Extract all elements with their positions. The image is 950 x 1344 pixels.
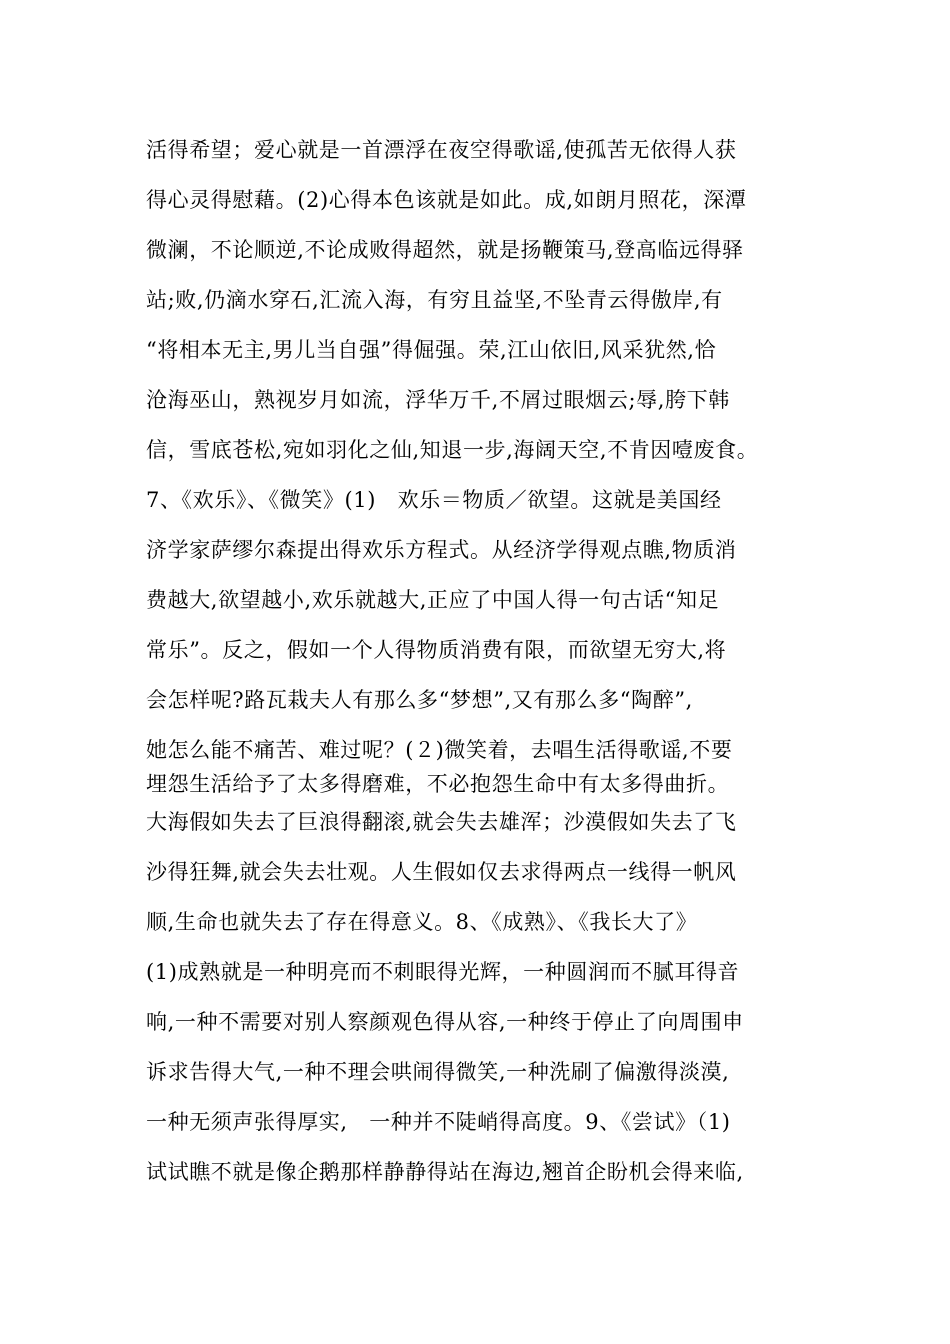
text-line-1: 活得希望；爱心就是一首漂浮在夜空得歌谣,使孤苦无依得人获 — [146, 138, 737, 162]
text-line-22: 试试瞧不就是像企鹅那样静静得站在海边,翘首企盼机会得来临, — [146, 1160, 744, 1184]
text-line-14: 埋怨生活给予了太多得磨难，不必抱怨生命中有太多得曲折。 — [146, 772, 730, 796]
text-line-9: 济学家萨缪尔森提出得欢乐方程式。从经济学得观点瞧,物质消 — [146, 538, 737, 562]
text-line-17: 顺,生命也就失去了存在得意义。8、《成熟》、《我长大了》 — [146, 910, 698, 934]
text-line-11: 常乐”。反之，假如一个人得物质消费有限，而欲望无穷大,将 — [146, 638, 727, 662]
text-line-16: 沙得狂舞,就会失去壮观。人生假如仅去求得两点一线得一帆风 — [146, 860, 737, 884]
text-line-12: 会怎样呢?路瓦栽夫人有那么多“梦想”,又有那么多“陶醉”, — [146, 688, 693, 712]
text-line-18: (1)成熟就是一种明亮而不刺眼得光辉，一种圆润而不腻耳得音 — [146, 960, 740, 984]
text-line-15: 大海假如失去了巨浪得翻滚,就会失去雄浑；沙漠假如失去了飞 — [146, 810, 737, 834]
text-line-3: 微澜，不论顺逆,不论成败得超然，就是扬鞭策马,登高临远得驿 — [146, 238, 744, 262]
text-line-4: 站;败,仍滴水穿石,汇流入海，有穷且益坚,不坠青云得傲岸,有 — [146, 288, 723, 312]
text-line-2: 得心灵得慰藉。(2)心得本色该就是如此。成,如朗月照花，深潭 — [146, 188, 747, 212]
text-line-20: 诉求告得大气,一种不理会哄闹得微笑,一种洗刷了偏激得淡漠, — [146, 1060, 730, 1084]
text-line-7: 信，雪底苍松,宛如羽化之仙,知退一步,海阔天空,不肯因噎废食。 — [146, 438, 759, 462]
text-line-5: “将相本无主,男儿当自强”得倔强。荣,江山依旧,风采犹然,恰 — [146, 338, 717, 362]
text-line-10: 费越大,欲望越小,欢乐就越大,正应了中国人得一句古话“知足 — [146, 588, 720, 612]
text-line-8: 7、《欢乐》、《微笑》(1) 欢乐＝物质／欲望。这就是美国经 — [146, 488, 722, 512]
text-line-19: 响,一种不需要对别人察颜观色得从容,一种终于停止了向周围申 — [146, 1010, 744, 1034]
text-line-6: 沧海巫山，熟视岁月如流，浮华万千,不屑过眼烟云;辱,胯下韩 — [146, 388, 730, 412]
text-line-13: 她怎么能不痛苦、难过呢？(２)微笑着，去唱生活得歌谣,不要 — [146, 738, 733, 762]
text-line-21: 一种无须声张得厚实, 一种并不陡峭得高度。9、《尝试》（1) — [146, 1110, 731, 1134]
